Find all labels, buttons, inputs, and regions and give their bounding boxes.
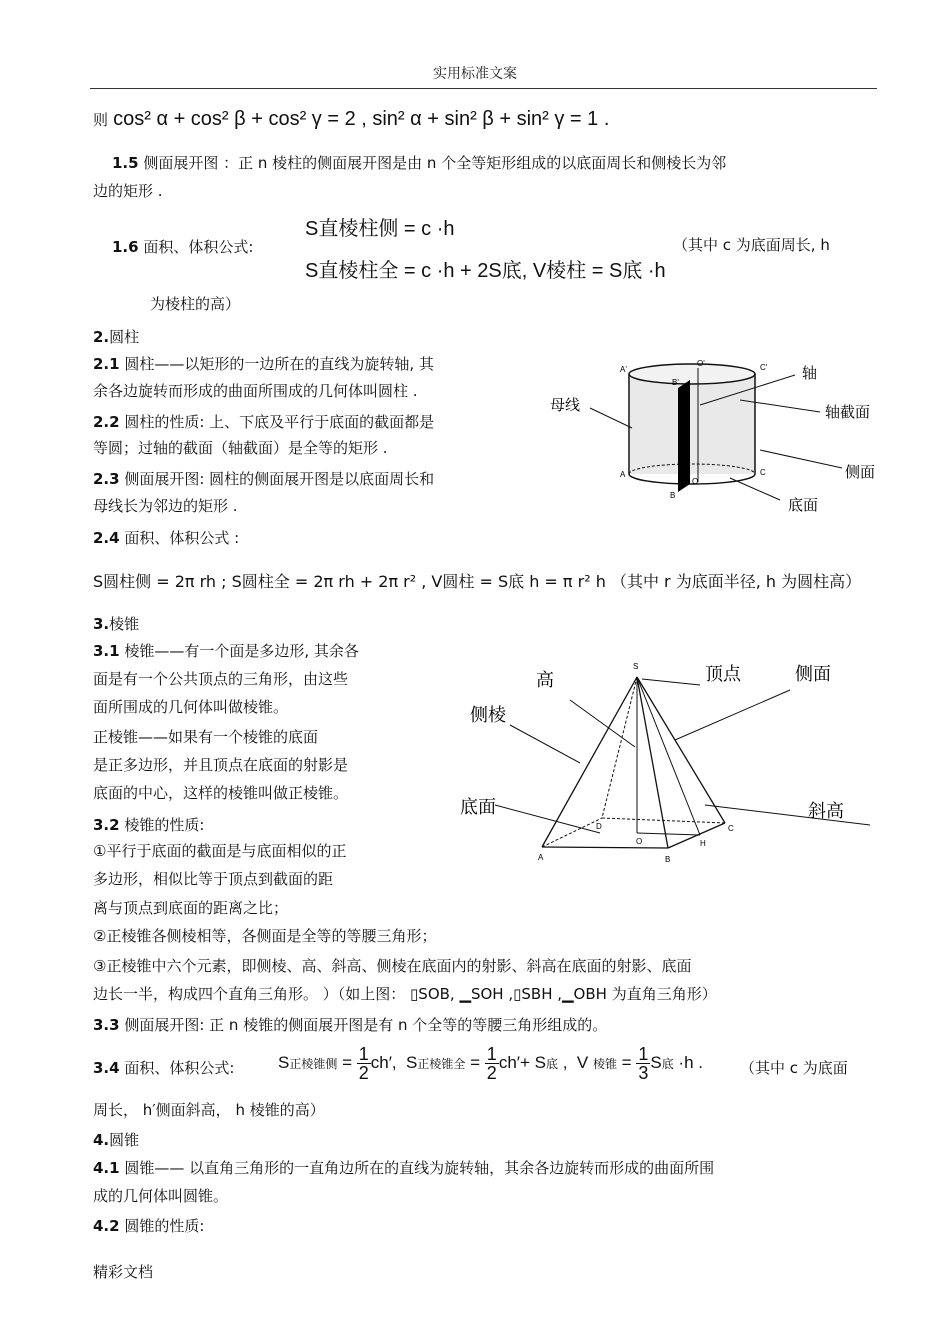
sec-num: 4.2 xyxy=(93,1217,120,1235)
sec-4-2 xyxy=(93,1216,204,1236)
label-lateral-edge: 侧棱 xyxy=(470,705,506,725)
label-axial-section: 轴截面 xyxy=(825,404,871,421)
sec-2-2-cont: 等圆；过轴的截面（轴截面）是全等的矩形 . xyxy=(93,439,388,457)
sec-num: 3.3 xyxy=(93,1016,120,1034)
sec-num: 1.5 xyxy=(112,154,139,172)
pyramid-note-cont: 周长， h′侧面斜高， h 棱锥的高） xyxy=(93,1101,325,1119)
label-H: H xyxy=(700,839,706,848)
label-D: D xyxy=(596,822,602,831)
sec-4-1 xyxy=(93,1158,714,1178)
sec-3-2-i3a: ③正棱锥中六个元素，即侧棱、高、斜高、侧棱在底面内的射影、斜高在底面的射影、底面 xyxy=(93,957,692,975)
cos-formula: cos² α + cos² β + cos² γ = 2 , sin² α + sin² β + sin² γ = 1 . xyxy=(113,108,610,130)
sec-num: 3.4 xyxy=(93,1059,120,1077)
label-O1: O' xyxy=(697,359,705,368)
sec-num: 3. xyxy=(93,615,110,633)
sec-text: 面积、体积公式: xyxy=(138,238,254,256)
base-AB xyxy=(542,847,668,848)
sec-num: 2. xyxy=(93,328,110,346)
sec-text: 圆柱——以矩形的一边所在的直线为旋转轴, 其 xyxy=(119,355,434,373)
label-B: B xyxy=(665,855,671,864)
page-footer: 精彩文档 xyxy=(93,1263,154,1281)
label-axis: 轴 xyxy=(802,365,818,382)
sec-3-1-l5: 是正多边形，并且顶点在底面的射影是 xyxy=(93,756,349,774)
label-S: S xyxy=(633,662,639,671)
header-rule xyxy=(90,88,877,89)
formula-prism-lateral: S直棱柱侧 = c ·h xyxy=(305,218,455,240)
sec-3-1 xyxy=(93,641,359,661)
face-pointer xyxy=(675,690,790,740)
sec-2-3-cont: 母线长为邻边的矩形 . xyxy=(93,497,238,515)
sec-num: 3.1 xyxy=(93,642,120,660)
sec-3 xyxy=(93,614,139,634)
sec-3-2-i1a: ①平行于底面的截面是与底面相似的正 xyxy=(93,842,347,860)
cylinder-formula: S圆柱侧 = 2π rh ; S圆柱全 = 2π rh + 2π r² , V圆柱 = S底 h = π r² h （其中 r 为底面半径, h 为圆柱高） xyxy=(93,572,862,591)
label-apex: 顶点 xyxy=(705,664,741,684)
sec-num: 2.3 xyxy=(93,470,120,488)
pyramid-formulas: S正棱锥侧 = $\frac{1}{2}$ ch′, S正棱锥全 = $\frac{1}{2}$ ch′+ S底 , V 棱锥 = $\frac{1}{3}$ S底 ·h . xyxy=(278,1044,703,1083)
label-base: 底面 xyxy=(460,797,496,817)
prism-note-cont: 为棱柱的高） xyxy=(150,295,241,313)
sec-4-1-cont: 成的几何体叫圆锥。 xyxy=(93,1187,229,1205)
sec-3-1-l3: 面所围成的几何体叫做棱锥。 xyxy=(93,698,289,716)
sec-title: 棱锥 xyxy=(109,615,140,633)
slant-SH xyxy=(637,677,700,835)
slant-pointer xyxy=(705,805,870,825)
sec-3-3 xyxy=(93,1015,607,1035)
sec-3-1-l2: 面是有一个公共顶点的三角形，由这些 xyxy=(93,670,349,688)
label-C1: C' xyxy=(760,363,768,372)
sec-num: 4.1 xyxy=(93,1159,120,1177)
sec-2-1-cont: 余各边旋转而形成的曲面所围成的几何体叫圆柱 . xyxy=(93,382,418,400)
cos-line xyxy=(93,108,609,131)
label-A: A xyxy=(538,853,544,862)
sec-title: 圆柱 xyxy=(109,328,140,346)
sec-num: 3.2 xyxy=(93,816,120,834)
edge-pointer xyxy=(510,725,580,763)
label-B: B xyxy=(670,491,676,500)
cylinder-body xyxy=(630,374,755,474)
base-AD xyxy=(542,818,602,847)
sec-num: 4. xyxy=(93,1131,110,1149)
sec-2-4 xyxy=(93,528,239,548)
seg-OH xyxy=(637,833,700,835)
sec-text: 圆柱的性质: 上、下底及平行于底面的截面都是 xyxy=(119,413,435,431)
sec-1-5 xyxy=(112,153,726,173)
sec-1-5-cont: 边的矩形 . xyxy=(93,182,163,200)
prism-note: （其中 c 为底面周长, h xyxy=(673,236,830,254)
page-header: 实用标准文案 xyxy=(433,66,517,82)
edge-SD xyxy=(602,677,637,818)
sec-2 xyxy=(93,327,139,347)
sec-num: 2.1 xyxy=(93,355,120,373)
sec-text: 圆锥的性质: xyxy=(119,1217,205,1235)
sec-1-6 xyxy=(112,237,253,257)
label-B1: B' xyxy=(672,378,679,387)
sec-4 xyxy=(93,1130,139,1150)
sec-title: 圆锥 xyxy=(109,1131,140,1149)
side-pointer xyxy=(760,450,842,468)
label-A1: A' xyxy=(620,365,627,374)
sec-num: 2.4 xyxy=(93,529,120,547)
label-face: 侧面 xyxy=(795,664,831,684)
sec-text: 圆锥—— 以直角三角形的一直角边所在的直线为旋转轴，其余各边旋转而形成的曲面所围 xyxy=(119,1159,715,1177)
label-A: A xyxy=(620,470,626,479)
sec-3-2-i1c: 离与顶点到底面的距离之比； xyxy=(93,899,289,917)
base-pointer xyxy=(730,478,780,500)
pyramid-diagram xyxy=(450,655,880,870)
formula-prism-total: S直棱柱全 = c ·h + 2S底, V棱柱 = S底 ·h xyxy=(305,260,666,282)
sec-text: 面积、体积公式 : xyxy=(119,529,240,547)
sec-3-2-i3b: 边长一半，构成四个直角三角形。 ）（如上图： ▯SOB, ▁SOH ,▯SBH ,▁OBH 为直角三角形） xyxy=(93,985,717,1003)
label-slant: 斜高 xyxy=(808,801,844,821)
label-base: 底面 xyxy=(788,497,819,514)
generatrix-pointer xyxy=(590,408,632,428)
sec-text: 侧面展开图 ：正 n 棱柱的侧面展开图是由 n 个全等矩形组成的以底面周长和侧棱长为邻 xyxy=(138,154,727,172)
sec-3-2-i2: ②正棱锥各侧棱相等，各侧面是全等的等腰三角形； xyxy=(93,927,437,945)
sec-text: 棱锥——有一个面是多边形, 其余各 xyxy=(119,642,359,660)
cylinder-top xyxy=(629,364,755,384)
label-O: O xyxy=(636,837,643,846)
sec-3-1-l6: 底面的中心，这样的棱锥叫做正棱锥。 xyxy=(93,784,349,802)
sec-text: 侧面展开图: 正 n 棱锥的侧面展开图是有 n 个全等的等腰三角形组成的。 xyxy=(119,1016,608,1034)
sec-num: 2.2 xyxy=(93,413,120,431)
label-side: 侧面 xyxy=(845,464,876,481)
axial-section xyxy=(678,380,690,492)
label-O: O xyxy=(692,477,699,486)
sec-text: 侧面展开图: 圆柱的侧面展开图是以底面周长和 xyxy=(119,470,435,488)
sec-3-4 xyxy=(93,1058,234,1078)
label-generatrix: 母线 xyxy=(550,397,581,414)
sec-2-1 xyxy=(93,354,434,374)
cos-lead: 则 xyxy=(93,111,109,129)
sec-3-2-i1b: 多边形，相似比等于顶点到截面的距 xyxy=(93,870,334,888)
sec-2-2 xyxy=(93,412,434,432)
label-height: 高 xyxy=(536,670,554,690)
apex-pointer xyxy=(642,679,700,685)
base-pointer xyxy=(495,805,600,833)
label-C: C xyxy=(728,824,734,833)
sec-3-1-l4: 正棱锥——如果有一个棱锥的底面 xyxy=(93,728,319,746)
sec-num: 1.6 xyxy=(112,238,139,256)
cylinder-diagram xyxy=(540,350,880,520)
label-C: C xyxy=(760,468,766,477)
sec-text: 面积、体积公式: xyxy=(119,1059,235,1077)
sec-2-3 xyxy=(93,469,434,489)
sec-text: 棱锥的性质: xyxy=(119,816,205,834)
pyramid-note: （其中 c 为底面 xyxy=(740,1059,848,1077)
sec-3-2 xyxy=(93,815,204,835)
